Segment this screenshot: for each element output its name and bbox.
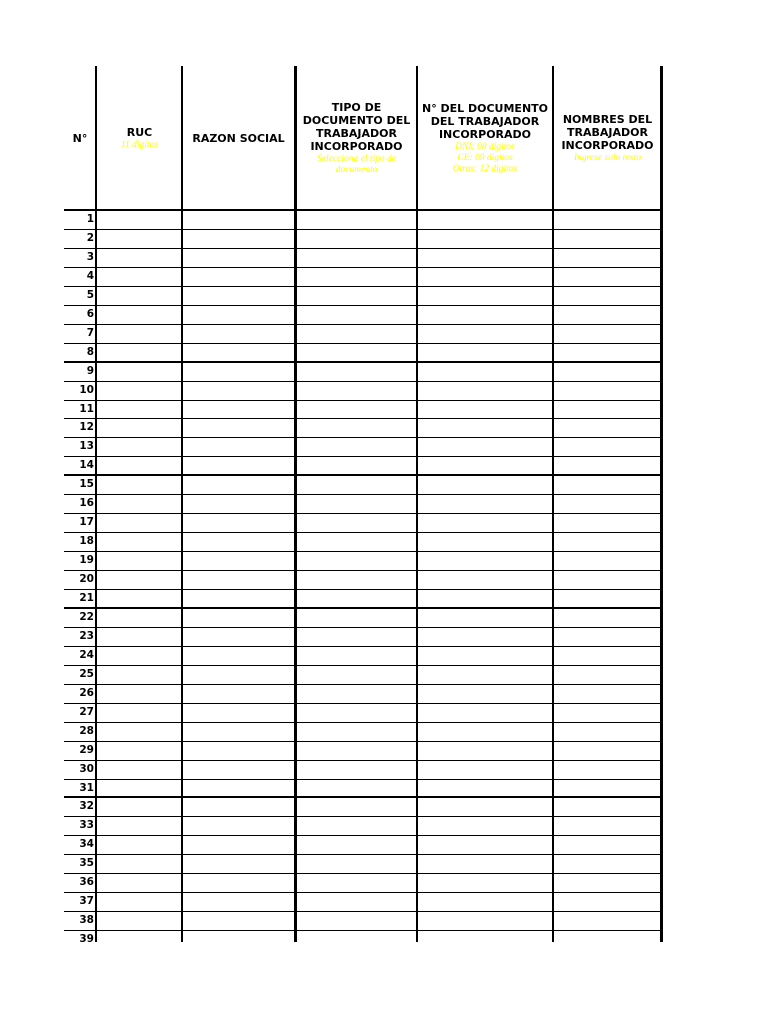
cell-razon-social[interactable] [183, 836, 294, 854]
cell-nombres[interactable] [554, 306, 660, 324]
cell-tipo-documento[interactable] [297, 419, 416, 437]
cell-ruc[interactable] [97, 609, 181, 627]
cell-ruc[interactable] [97, 476, 181, 494]
cell-nombres[interactable] [554, 704, 660, 722]
table-row [64, 742, 662, 760]
row-number: 14 [79, 459, 94, 472]
cell-numero-documento[interactable] [418, 514, 552, 532]
cell-tipo-documento[interactable] [297, 571, 416, 589]
cell-numero-documento[interactable] [418, 287, 552, 305]
row-number: 27 [79, 705, 94, 718]
cell-razon-social[interactable] [183, 401, 294, 419]
cell-nombres[interactable] [554, 363, 660, 381]
cell-tipo-documento[interactable] [297, 533, 416, 551]
cell-razon-social[interactable] [183, 268, 294, 286]
table-row [64, 590, 662, 608]
cell-numero-documento[interactable] [418, 666, 552, 684]
cell-numero-documento[interactable] [418, 249, 552, 267]
cell-tipo-documento[interactable] [297, 836, 416, 854]
cell-ruc[interactable] [97, 419, 181, 437]
cell-nombres[interactable] [554, 855, 660, 873]
cell-numero-documento[interactable] [418, 344, 552, 362]
cell-nombres[interactable] [554, 817, 660, 835]
cell-tipo-documento[interactable] [297, 476, 416, 494]
row-number: 24 [79, 648, 94, 661]
table-row [64, 344, 662, 362]
table-row [64, 836, 662, 854]
cell-ruc[interactable] [97, 666, 181, 684]
cell-nombres[interactable] [554, 571, 660, 589]
cell-tipo-documento[interactable] [297, 893, 416, 911]
cell-tipo-documento[interactable] [297, 249, 416, 267]
cell-numero-documento[interactable] [418, 855, 552, 873]
cell-numero-documento[interactable] [418, 590, 552, 608]
row-number: 3 [86, 250, 94, 263]
cell-nombres[interactable] [554, 495, 660, 513]
cell-nombres[interactable] [554, 533, 660, 551]
cell-ruc[interactable] [97, 647, 181, 665]
cell-tipo-documento[interactable] [297, 685, 416, 703]
cell-razon-social[interactable] [183, 230, 294, 248]
table-row [64, 268, 662, 286]
table-row [64, 287, 662, 305]
cell-ruc[interactable] [97, 590, 181, 608]
cell-ruc[interactable] [97, 287, 181, 305]
table-row [64, 401, 662, 419]
cell-ruc[interactable] [97, 552, 181, 570]
cell-nombres[interactable] [554, 666, 660, 684]
cell-razon-social[interactable] [183, 647, 294, 665]
cell-tipo-documento[interactable] [297, 628, 416, 646]
cell-razon-social[interactable] [183, 363, 294, 381]
cell-numero-documento[interactable] [418, 780, 552, 798]
row-number: 16 [79, 497, 94, 510]
cell-numero-documento[interactable] [418, 874, 552, 892]
row-number: 38 [79, 914, 94, 927]
row-number: 29 [79, 743, 94, 756]
cell-tipo-documento[interactable] [297, 230, 416, 248]
table-row [64, 211, 662, 229]
cell-razon-social[interactable] [183, 419, 294, 437]
cell-tipo-documento[interactable] [297, 268, 416, 286]
row-number: 22 [79, 610, 94, 623]
cell-numero-documento[interactable] [418, 230, 552, 248]
cell-numero-documento[interactable] [418, 438, 552, 456]
cell-razon-social[interactable] [183, 798, 294, 816]
cell-nombres[interactable] [554, 325, 660, 343]
cell-nombres[interactable] [554, 836, 660, 854]
row-number: 26 [79, 686, 94, 699]
cell-razon-social[interactable] [183, 306, 294, 324]
cell-nombres[interactable] [554, 893, 660, 911]
cell-tipo-documento[interactable] [297, 666, 416, 684]
cell-tipo-documento[interactable] [297, 514, 416, 532]
row-number: 9 [86, 364, 94, 377]
cell-numero-documento[interactable] [418, 363, 552, 381]
cell-ruc[interactable] [97, 495, 181, 513]
cell-nombres[interactable] [554, 230, 660, 248]
cell-tipo-documento[interactable] [297, 761, 416, 779]
header-tipo-documento-title: TIPO DE DOCUMENTO DEL TRABAJADOR INCORPORADO [302, 100, 411, 153]
row-number: 32 [79, 800, 94, 813]
row-number: 25 [79, 667, 94, 680]
table-row [64, 438, 662, 456]
header-num-title: N° [72, 131, 88, 145]
cell-tipo-documento[interactable] [297, 457, 416, 475]
table-row [64, 798, 662, 816]
header-nombres-note: Ingrese solo texto [573, 152, 642, 163]
cell-razon-social[interactable] [183, 438, 294, 456]
cell-ruc[interactable] [97, 893, 181, 911]
cell-razon-social[interactable] [183, 590, 294, 608]
cell-tipo-documento[interactable] [297, 590, 416, 608]
cell-ruc[interactable] [97, 268, 181, 286]
cell-ruc[interactable] [97, 912, 181, 930]
cell-razon-social[interactable] [183, 249, 294, 267]
cell-ruc[interactable] [97, 533, 181, 551]
table-row [64, 666, 662, 684]
cell-razon-social[interactable] [183, 723, 294, 741]
cell-numero-documento[interactable] [418, 495, 552, 513]
row-number: 21 [79, 592, 94, 604]
cell-tipo-documento[interactable] [297, 798, 416, 816]
cell-nombres[interactable] [554, 761, 660, 779]
header-ruc-title: RUC [126, 125, 153, 139]
cell-ruc[interactable] [97, 628, 181, 646]
cell-numero-documento[interactable] [418, 457, 552, 475]
cell-nombres[interactable] [554, 401, 660, 419]
cell-razon-social[interactable] [183, 325, 294, 343]
cell-tipo-documento[interactable] [297, 817, 416, 835]
row-number: 11 [79, 402, 94, 415]
cell-ruc[interactable] [97, 761, 181, 779]
cell-tipo-documento[interactable] [297, 552, 416, 570]
cell-numero-documento[interactable] [418, 306, 552, 324]
cell-ruc[interactable] [97, 742, 181, 760]
cell-razon-social[interactable] [183, 552, 294, 570]
cell-numero-documento[interactable] [418, 419, 552, 437]
row-number: 20 [79, 573, 94, 586]
cell-tipo-documento[interactable] [297, 325, 416, 343]
cell-nombres[interactable] [554, 552, 660, 570]
cell-nombres[interactable] [554, 647, 660, 665]
cell-nombres[interactable] [554, 874, 660, 892]
cell-razon-social[interactable] [183, 211, 294, 229]
row-number: 30 [79, 762, 94, 775]
cell-razon-social[interactable] [183, 495, 294, 513]
header-nombres [555, 66, 660, 210]
cell-nombres[interactable] [554, 457, 660, 475]
cell-nombres[interactable] [554, 476, 660, 494]
cell-razon-social[interactable] [183, 628, 294, 646]
cell-razon-social[interactable] [183, 704, 294, 722]
row-number: 18 [79, 535, 94, 548]
cell-nombres[interactable] [554, 382, 660, 400]
cell-nombres[interactable] [554, 514, 660, 532]
cell-tipo-documento[interactable] [297, 363, 416, 381]
cell-numero-documento[interactable] [418, 704, 552, 722]
cell-razon-social[interactable] [183, 874, 294, 892]
row-number: 4 [86, 269, 94, 282]
row-number: 35 [79, 857, 94, 870]
table-row [64, 249, 662, 267]
row-number: 13 [79, 440, 94, 453]
table-row [64, 514, 662, 532]
cell-numero-documento[interactable] [418, 798, 552, 816]
cell-tipo-documento[interactable] [297, 495, 416, 513]
cell-tipo-documento[interactable] [297, 742, 416, 760]
header-numero-documento [418, 66, 552, 210]
cell-ruc[interactable] [97, 344, 181, 362]
cell-numero-documento[interactable] [418, 268, 552, 286]
table-row [64, 325, 662, 343]
cell-ruc[interactable] [97, 704, 181, 722]
cell-nombres[interactable] [554, 438, 660, 456]
cell-razon-social[interactable] [183, 742, 294, 760]
cell-ruc[interactable] [97, 685, 181, 703]
cell-razon-social[interactable] [183, 514, 294, 532]
row-number: 36 [79, 876, 94, 889]
cell-razon-social[interactable] [183, 817, 294, 835]
cell-ruc[interactable] [97, 855, 181, 873]
header-numero-documento-title: N° DEL DOCUMENTO DEL TRABAJADOR INCORPORADO [421, 101, 549, 141]
cell-tipo-documento[interactable] [297, 704, 416, 722]
row-number: 15 [79, 478, 94, 491]
cell-tipo-documento[interactable] [297, 438, 416, 456]
cell-numero-documento[interactable] [418, 533, 552, 551]
cell-nombres[interactable] [554, 912, 660, 930]
cell-tipo-documento[interactable] [297, 912, 416, 930]
cell-ruc[interactable] [97, 363, 181, 381]
cell-tipo-documento[interactable] [297, 609, 416, 627]
row-number: 31 [79, 781, 94, 794]
cell-nombres[interactable] [554, 419, 660, 437]
cell-numero-documento[interactable] [418, 931, 552, 949]
cell-razon-social[interactable] [183, 685, 294, 703]
table-row [64, 761, 662, 779]
cell-razon-social[interactable] [183, 609, 294, 627]
cell-razon-social[interactable] [183, 931, 294, 949]
row-number: 8 [86, 345, 94, 358]
cell-tipo-documento[interactable] [297, 382, 416, 400]
cell-razon-social[interactable] [183, 666, 294, 684]
row-number: 19 [79, 554, 94, 567]
row-number: 6 [86, 307, 94, 320]
cell-tipo-documento[interactable] [297, 931, 416, 949]
cell-ruc[interactable] [97, 230, 181, 248]
table-row [64, 571, 662, 589]
cell-tipo-documento[interactable] [297, 287, 416, 305]
cell-razon-social[interactable] [183, 571, 294, 589]
cell-nombres[interactable] [554, 742, 660, 760]
cell-razon-social[interactable] [183, 893, 294, 911]
table-row [64, 893, 662, 911]
table-row [64, 704, 662, 722]
table-row [64, 419, 662, 437]
row-number: 12 [79, 421, 94, 434]
cell-razon-social[interactable] [183, 344, 294, 362]
cell-nombres[interactable] [554, 211, 660, 229]
cell-razon-social[interactable] [183, 855, 294, 873]
table-row [64, 685, 662, 703]
cell-ruc[interactable] [97, 931, 181, 949]
row-number: 34 [79, 838, 94, 851]
cell-numero-documento[interactable] [418, 382, 552, 400]
cell-tipo-documento[interactable] [297, 306, 416, 324]
cell-nombres[interactable] [554, 344, 660, 362]
cell-numero-documento[interactable] [418, 742, 552, 760]
cell-ruc[interactable] [97, 211, 181, 229]
row-number: 5 [86, 288, 94, 301]
cell-razon-social[interactable] [183, 912, 294, 930]
cell-ruc[interactable] [97, 306, 181, 324]
cell-ruc[interactable] [97, 798, 181, 816]
row-number: 39 [79, 933, 94, 946]
cell-ruc[interactable] [97, 836, 181, 854]
cell-ruc[interactable] [97, 874, 181, 892]
cell-numero-documento[interactable] [418, 817, 552, 835]
cell-numero-documento[interactable] [418, 912, 552, 930]
cell-numero-documento[interactable] [418, 723, 552, 741]
header-razon-social [183, 66, 294, 210]
cell-ruc[interactable] [97, 457, 181, 475]
cell-tipo-documento[interactable] [297, 780, 416, 798]
cell-nombres[interactable] [554, 590, 660, 608]
cell-nombres[interactable] [554, 798, 660, 816]
row-number: 2 [86, 231, 94, 244]
row-number: 37 [79, 895, 94, 908]
table-row [64, 476, 662, 494]
table-row [64, 552, 662, 570]
table-row [64, 363, 662, 381]
table-row [64, 647, 662, 665]
cell-razon-social[interactable] [183, 457, 294, 475]
table-row [64, 230, 662, 248]
table-row [64, 874, 662, 892]
cell-tipo-documento[interactable] [297, 874, 416, 892]
header-ruc [98, 66, 181, 210]
cell-nombres[interactable] [554, 609, 660, 627]
table-row [64, 817, 662, 835]
cell-ruc[interactable] [97, 382, 181, 400]
header-num [64, 66, 96, 210]
table-row [64, 382, 662, 400]
cell-razon-social[interactable] [183, 287, 294, 305]
cell-razon-social[interactable] [183, 780, 294, 798]
cell-numero-documento[interactable] [418, 211, 552, 229]
table-row [64, 533, 662, 551]
cell-nombres[interactable] [554, 931, 660, 949]
cell-nombres[interactable] [554, 287, 660, 305]
table-row [64, 609, 662, 627]
cell-ruc[interactable] [97, 325, 181, 343]
cell-nombres[interactable] [554, 723, 660, 741]
cell-nombres[interactable] [554, 685, 660, 703]
row-number: 33 [79, 819, 94, 832]
cell-ruc[interactable] [97, 571, 181, 589]
cell-tipo-documento[interactable] [297, 723, 416, 741]
cell-numero-documento[interactable] [418, 628, 552, 646]
table-row [64, 306, 662, 324]
cell-tipo-documento[interactable] [297, 401, 416, 419]
header-ruc-note: 11 digitos [120, 139, 159, 150]
cell-ruc[interactable] [97, 780, 181, 798]
cell-razon-social[interactable] [183, 382, 294, 400]
cell-ruc[interactable] [97, 817, 181, 835]
cell-numero-documento[interactable] [418, 325, 552, 343]
row-number: 17 [79, 516, 94, 529]
cell-nombres[interactable] [554, 249, 660, 267]
cell-tipo-documento[interactable] [297, 344, 416, 362]
cell-tipo-documento[interactable] [297, 647, 416, 665]
cell-ruc[interactable] [97, 723, 181, 741]
cell-ruc[interactable] [97, 249, 181, 267]
header-tipo-documento-note: Selecciona el tipo de documento [317, 153, 396, 175]
row-number: 23 [79, 629, 94, 642]
table-row [64, 780, 662, 798]
table-row [64, 723, 662, 741]
cell-numero-documento[interactable] [418, 552, 552, 570]
cell-ruc[interactable] [97, 438, 181, 456]
cell-numero-documento[interactable] [418, 401, 552, 419]
cell-numero-documento[interactable] [418, 893, 552, 911]
cell-numero-documento[interactable] [418, 685, 552, 703]
row-number: 10 [79, 383, 94, 396]
table-row [64, 457, 662, 475]
table-row [64, 855, 662, 873]
cell-numero-documento[interactable] [418, 609, 552, 627]
cell-numero-documento[interactable] [418, 647, 552, 665]
header-nombres-title: NOMBRES DEL TRABAJADOR INCORPORADO [561, 112, 654, 152]
header-tipo-documento [297, 66, 416, 210]
cell-razon-social[interactable] [183, 476, 294, 494]
cell-numero-documento[interactable] [418, 571, 552, 589]
cell-ruc[interactable] [97, 514, 181, 532]
cell-numero-documento[interactable] [418, 836, 552, 854]
table-row [64, 912, 662, 930]
cell-tipo-documento[interactable] [297, 211, 416, 229]
cell-nombres[interactable] [554, 268, 660, 286]
cell-razon-social[interactable] [183, 533, 294, 551]
cell-razon-social[interactable] [183, 761, 294, 779]
table-row [64, 931, 662, 949]
cell-nombres[interactable] [554, 780, 660, 798]
row-number: 1 [86, 213, 94, 225]
cell-numero-documento[interactable] [418, 476, 552, 494]
table-row [64, 628, 662, 646]
cell-nombres[interactable] [554, 628, 660, 646]
cell-tipo-documento[interactable] [297, 855, 416, 873]
header-numero-documento-note: DNI: 08 digitos CE: 09 digitos Otros: 12 digitos [452, 141, 518, 174]
cell-ruc[interactable] [97, 401, 181, 419]
table-row [64, 495, 662, 513]
header-razon-social-title: RAZON SOCIAL [192, 131, 285, 145]
cell-numero-documento[interactable] [418, 761, 552, 779]
row-number: 28 [79, 724, 94, 737]
row-number: 7 [86, 326, 94, 339]
